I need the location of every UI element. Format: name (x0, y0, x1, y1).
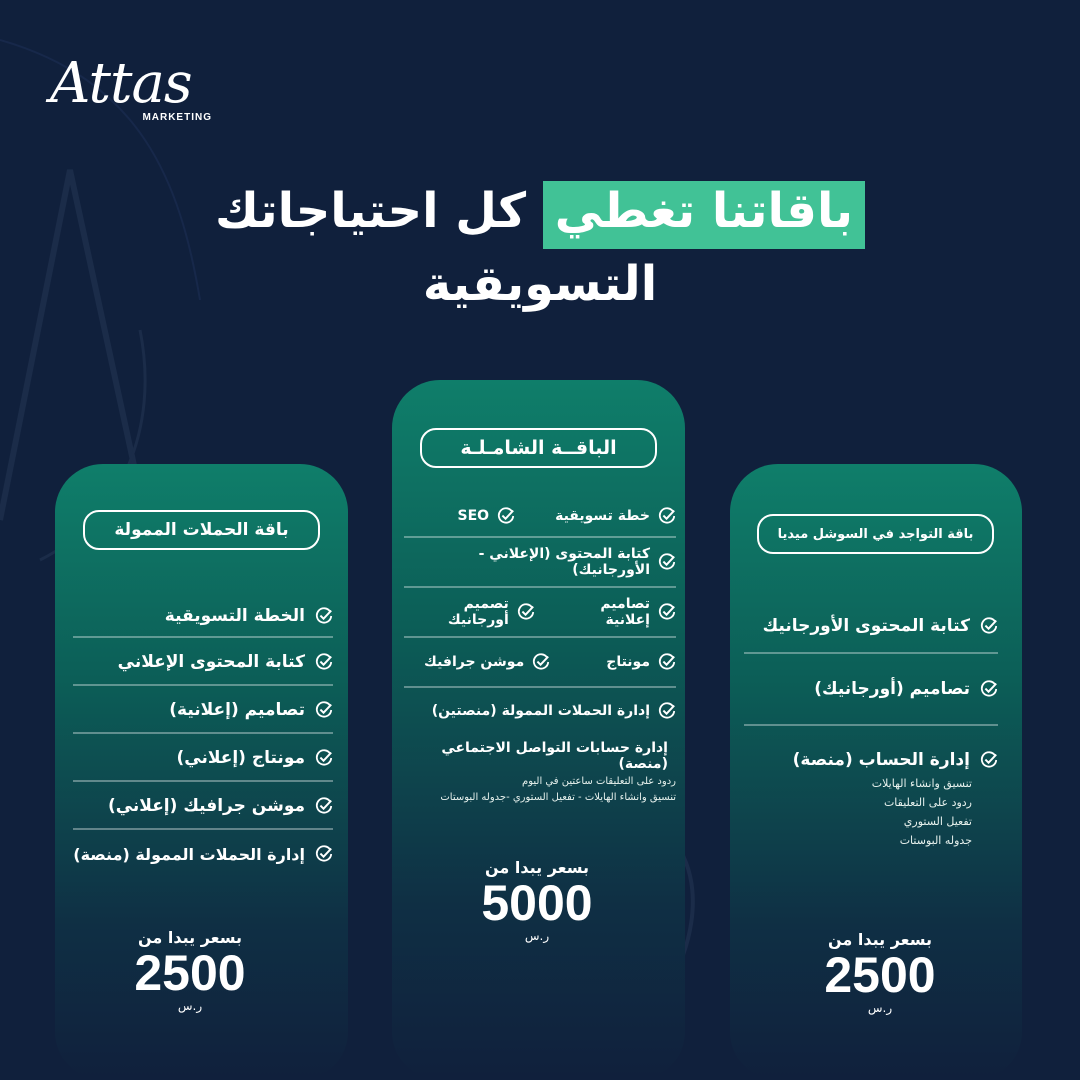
feature-label: إدارة الحساب (منصة) (792, 750, 970, 770)
package-title-pill: باقة التواجد في السوشل ميديا (757, 514, 994, 554)
feature-row (404, 538, 676, 588)
price-currency: ر.س (524, 929, 550, 943)
package-card-comprehensive (392, 380, 685, 1080)
headline-line-2: التسويقية (422, 256, 658, 312)
check-icon (497, 507, 515, 525)
check-icon (315, 749, 333, 767)
feature-label: إدارة الحملات الممولة (منصة) (73, 844, 305, 864)
price-currency: ر.س (177, 999, 203, 1013)
feature-item (73, 832, 333, 876)
feature-item (73, 688, 333, 734)
feature-item (73, 784, 333, 830)
package-feature-list (73, 596, 333, 876)
feature-label: موشن جرافيك (424, 654, 525, 670)
package-feature-list (744, 600, 998, 850)
check-icon (980, 680, 998, 698)
feature-row (404, 638, 676, 688)
feature-subtext: تفعيل الستوري (903, 815, 972, 828)
price-block (805, 930, 955, 1015)
feature-label: تصميم أورجانيك (447, 596, 509, 628)
package-card-social-presence (730, 464, 1022, 1080)
feature-label: كتابة المحتوى الأورجانيك (762, 616, 970, 636)
feature-label: كتابة المحتوى (الإعلاني - الأورجانيك) (478, 546, 650, 578)
headline-line-1 (150, 168, 930, 254)
package-title-pill: باقة الحملات الممولة (83, 510, 320, 550)
check-icon (315, 701, 333, 719)
feature-label: خطة تسويقية (555, 508, 650, 524)
feature-label: موشن جرافيك (إعلاني) (107, 796, 305, 816)
feature-row (404, 740, 676, 772)
feature-label: مونتاج (إعلاني) (176, 748, 305, 768)
price-block (115, 928, 265, 1013)
feature-label: كتابة المحتوى الإعلاني (117, 652, 305, 672)
feature-item-account (744, 750, 998, 850)
headline (150, 168, 930, 314)
check-icon (658, 553, 676, 571)
check-icon (315, 653, 333, 671)
check-icon (658, 702, 676, 720)
feature-subtext-list (744, 774, 972, 850)
feature-label: تصاميم (إعلانية) (169, 700, 305, 720)
price-prefix: بسعر يبدا من (828, 930, 932, 949)
feature-label: تصاميم (أورجانيك) (814, 679, 970, 699)
feature-item (73, 640, 333, 686)
feature-subtext: تنسيق وانشاء الهايلات - تفعيل الستوري -جدوله البوستات (440, 792, 676, 803)
feature-label: الخطة التسويقية (164, 606, 305, 626)
check-icon (315, 845, 333, 863)
feature-label: تصاميم إعلانية (600, 596, 650, 628)
headline-rest: كل احتياجاتك (214, 183, 527, 239)
price-prefix: بسعر يبدا من (138, 928, 242, 947)
feature-item (744, 600, 998, 654)
price-value: 5000 (481, 875, 593, 931)
brand-logo (50, 52, 220, 132)
brand-name: Attas (50, 51, 192, 116)
headline-highlight: باقاتنا تغطي (543, 181, 865, 249)
feature-row (404, 688, 676, 734)
price-value: 2500 (824, 947, 936, 1003)
feature-item-social (404, 740, 676, 806)
price-block (462, 858, 612, 943)
feature-subtext: تنسيق وانشاء الهايلات (871, 777, 972, 790)
feature-label: إدارة حسابات التواصل الاجتماعي (منصة) (441, 740, 668, 772)
check-icon (532, 653, 550, 671)
check-icon (980, 751, 998, 769)
feature-item (73, 736, 333, 782)
check-icon (658, 603, 676, 621)
check-icon (315, 797, 333, 815)
feature-subtext: ردود على التعليقات (883, 796, 972, 809)
feature-item (73, 596, 333, 638)
price-currency: ر.س (867, 1001, 893, 1015)
brand-tagline: MARKETING (142, 112, 212, 123)
feature-subtext: ردود على التعليقات ساعتين في اليوم (522, 776, 676, 787)
feature-row (404, 588, 676, 638)
package-card-paid-campaigns (55, 464, 348, 1080)
feature-label: إدارة الحملات الممولة (منصتين) (431, 703, 650, 719)
feature-row (404, 496, 676, 538)
feature-item (744, 750, 998, 770)
feature-label: مونتاج (606, 654, 650, 670)
check-icon (658, 653, 676, 671)
check-icon (658, 507, 676, 525)
check-icon (517, 603, 535, 621)
feature-label: SEO (457, 508, 490, 524)
check-icon (315, 607, 333, 625)
check-icon (980, 617, 998, 635)
price-value: 2500 (134, 945, 246, 1001)
feature-subtext: جدوله البوستات (899, 834, 972, 847)
package-title-pill: الباقــة الشامـلـة (420, 428, 657, 468)
price-prefix: بسعر يبدا من (485, 858, 589, 877)
package-feature-list (404, 496, 676, 806)
feature-item (744, 654, 998, 726)
